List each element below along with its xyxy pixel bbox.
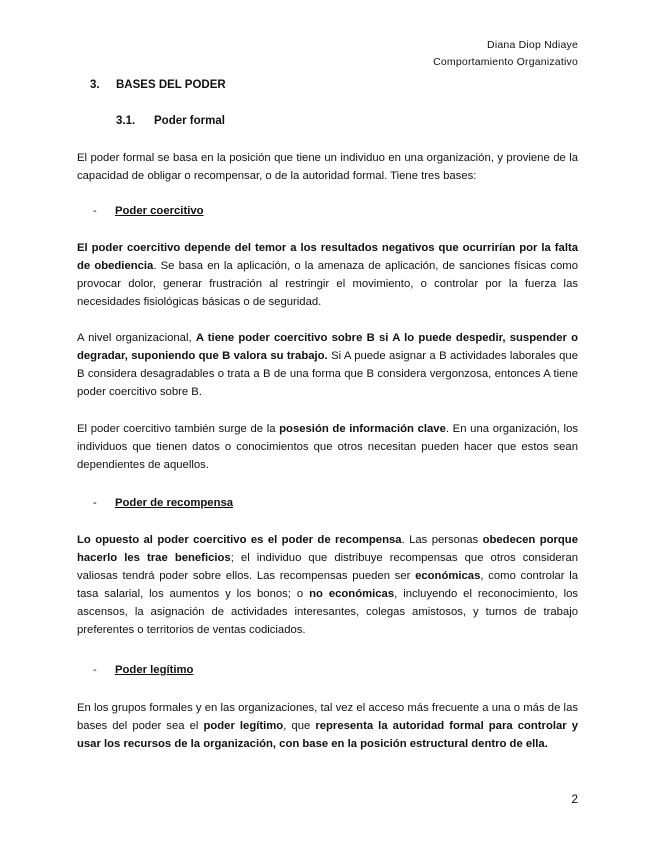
text: . Las personas: [401, 534, 483, 546]
header-author: Diana Diop Ndiaye: [487, 39, 578, 51]
text: Si A puede asignar a B actividades laborales que B considera desagradables o trata a B de una forma que B considera vergonzosa, entonces A tiene poder coercitivo sobre B.: [77, 350, 578, 398]
page-number: 2: [571, 792, 578, 806]
bullet-dash: -: [93, 664, 97, 676]
section-number: 3.: [90, 79, 100, 91]
bold-text: económicas: [415, 570, 481, 582]
text: El poder coercitivo también surge de la: [77, 423, 280, 435]
bullet-dash: -: [93, 205, 97, 217]
bullet-dash: -: [93, 497, 97, 509]
text: , incluyendo el reconocimiento, los ascensos, la asignación de actividades interesantes, colegas amistosos, y turnos de trabajo preferentes o territorios de ventas codiciados.: [77, 588, 579, 636]
bold-text: posesión de información clave: [279, 423, 446, 435]
header-subject: Comportamiento Organizativo: [433, 56, 578, 68]
text: , como controlar la tasa salarial, los aumentos y los bonos; o: [77, 570, 578, 600]
bold-text: representa la autoridad formal para controlar y usar los recursos de la organización, con base en la posición estructural dentro de ella.: [77, 720, 579, 750]
subsection-title: Poder formal: [154, 115, 225, 127]
intro-paragraph: El poder formal se basa en la posición que tiene un individuo en una organización, y proviene de la capacidad de obligar o recompensar, o de la autoridad formal. Tiene tres bases:: [77, 152, 578, 182]
bullet-poder-recompensa: [93, 497, 233, 509]
legitimo-paragraph-1: [77, 699, 578, 753]
bullet-poder-legitimo: [93, 664, 193, 676]
bullet-title: Poder legítimo: [115, 664, 194, 676]
bold-text: A tiene poder coercitivo sobre B si A lo puede despedir, suspender o degradar, suponiendo que B valora su trabajo.: [77, 332, 578, 362]
text: A nivel organizacional,: [77, 332, 196, 344]
section-title: BASES DEL PODER: [116, 79, 226, 91]
coercitivo-paragraph-2: [77, 329, 578, 401]
text: ; el individuo que distribuye recompensas que otros consideran valiosas tendrá poder sobre ellos. Las recompensas pueden ser: [77, 552, 579, 582]
bold-text: poder legítimo: [203, 720, 284, 732]
bold-text: no económicas: [309, 588, 395, 600]
text: . En una organización, los individuos que tienen datos o conocimientos que otros necesitan pueden hacer que estos sean dependientes de aquellos.: [77, 423, 579, 471]
bold-text: Lo opuesto al poder coercitivo es el poder de recompensa: [77, 534, 402, 546]
bold-text: El poder coercitivo depende del temor a los resultados negativos que ocurrirían por la falta de obediencia: [77, 242, 578, 272]
coercitivo-paragraph-1: [77, 239, 578, 311]
bullet-title: Poder coercitivo: [115, 205, 204, 217]
subsection-number: 3.1.: [116, 115, 136, 127]
text: En los grupos formales y en las organizaciones, tal vez el acceso más frecuente a una o más de las bases del poder sea el: [77, 702, 578, 732]
coercitivo-paragraph-3: [77, 420, 578, 474]
bold-text: obedecen porque hacerlo les trae beneficios: [77, 534, 578, 564]
text: . Se basa en la aplicación, o la amenaza de aplicación, de sanciones físicas como provocar dolor, generar frustración al restringir el movimiento, o controlar por la fuerza las necesidades fisiológicas básicas o de seguridad.: [77, 260, 578, 308]
recompensa-paragraph-1: [77, 531, 578, 639]
text: , que: [283, 720, 316, 732]
bullet-poder-coercitivo: [93, 205, 204, 217]
bullet-title: Poder de recompensa: [115, 497, 234, 509]
